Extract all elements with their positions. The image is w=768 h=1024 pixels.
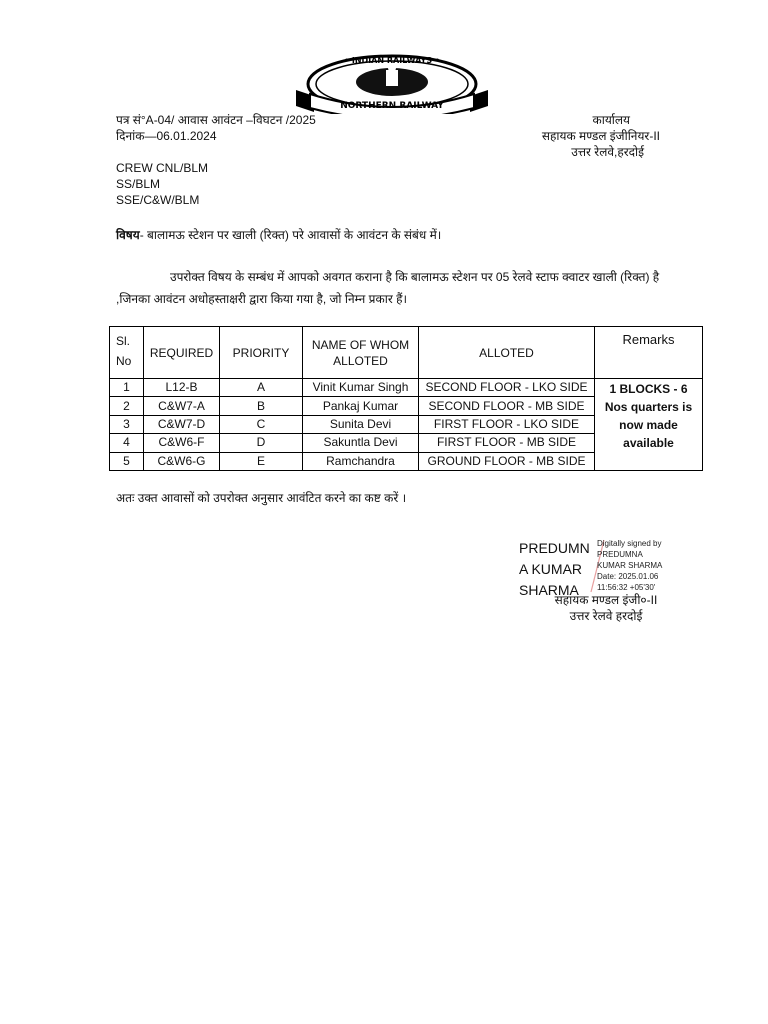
cell-sl: 2 xyxy=(110,397,144,415)
cell-priority: D xyxy=(220,434,303,452)
table-row xyxy=(110,452,703,470)
office-address xyxy=(520,112,660,160)
subject-label: विषय xyxy=(116,228,140,242)
header-alloted: ALLOTED xyxy=(419,327,595,379)
cell-alloted: FIRST FLOOR - LKO SIDE xyxy=(419,415,595,433)
cell-required: L12-B xyxy=(144,379,220,397)
cell-sl: 4 xyxy=(110,434,144,452)
cell-required: C&W7-D xyxy=(144,415,220,433)
cell-remarks-empty xyxy=(595,452,703,470)
cell-required: C&W6-F xyxy=(144,434,220,452)
cell-alloted: GROUND FLOOR - MB SIDE xyxy=(419,452,595,470)
digital-signature-details: Digitally signed by PREDUMNA KUMAR SHARMA Date: 2025.01.06 11:56:32 +05'30' xyxy=(597,539,663,592)
cell-alloted: FIRST FLOOR - MB SIDE xyxy=(419,434,595,452)
recipient: SSE/C&W/BLM xyxy=(116,193,200,207)
recipients-list xyxy=(116,160,208,208)
allotment-table xyxy=(109,326,703,471)
header-sl-no: Sl. No xyxy=(110,327,144,379)
header-remarks: Remarks xyxy=(595,327,703,379)
table-row xyxy=(110,379,703,397)
cell-name: Sakuntla Devi xyxy=(303,434,419,452)
signatory-designation: सहायक मण्डल इंजी०-II उत्तर रेलवे हरदोई xyxy=(554,593,658,623)
cell-required: C&W7-A xyxy=(144,397,220,415)
body-text: उपरोक्त विषय के सम्बंध में आपको अवगत कराना है कि बालामऊ स्टेशन पर 05 रेलवे स्टाफ क्वाटर खाली (रिक्त) है ,जिनका आवंटन अधोहस्ताक्षरी द्वारा किया गया है, जो निम्न प्रकार हैं। xyxy=(116,270,660,306)
table-header-row xyxy=(110,327,703,379)
letter-reference xyxy=(116,112,316,144)
office-line-1: कार्यालय xyxy=(592,113,630,127)
subject-text: - बालामऊ स्टेशन पर खाली (रिक्त) परे आवासों के आवंटन के संबंध में। xyxy=(139,228,442,242)
logo-banner-text: NORTHERN RAILWAY xyxy=(340,101,444,111)
logo-ring-text: • INDIAN RAILWAYS • xyxy=(343,56,441,65)
subject-line xyxy=(116,227,441,243)
cell-sl: 1 xyxy=(110,379,144,397)
closing-line: अतः उक्त आवासों को उपरोक्त अनुसार आवंटित करने का कष्ट करें । xyxy=(116,491,407,505)
cell-alloted: SECOND FLOOR - MB SIDE xyxy=(419,397,595,415)
body-paragraph xyxy=(116,266,676,310)
cell-sl: 5 xyxy=(110,452,144,470)
recipient: CREW CNL/BLM xyxy=(116,161,209,175)
cell-required: C&W6-G xyxy=(144,452,220,470)
reference-number: पत्र सं°A-04/ आवास आवंटन –विघटन /2025 xyxy=(116,113,316,127)
recipient: SS/BLM xyxy=(116,177,161,191)
cell-name: Sunita Devi xyxy=(303,415,419,433)
signatory-name: PREDUMN A KUMAR SHARMA xyxy=(519,540,590,598)
cell-alloted: SECOND FLOOR - LKO SIDE xyxy=(419,379,595,397)
office-line-3: उत्तर रेलवे,हरदोई xyxy=(571,145,644,159)
cell-name: Pankaj Kumar xyxy=(303,397,419,415)
header-name: NAME OF WHOM ALLOTED xyxy=(303,327,419,379)
office-line-2: सहायक मण्डल इंजीनियर-II xyxy=(541,129,660,143)
header-required: REQUIRED xyxy=(144,327,220,379)
cell-sl: 3 xyxy=(110,415,144,433)
header-priority: PRIORITY xyxy=(220,327,303,379)
northern-railway-logo xyxy=(292,50,492,114)
cell-name: Vinit Kumar Singh xyxy=(303,379,419,397)
railway-emblem-icon xyxy=(292,50,492,114)
cell-priority: A xyxy=(220,379,303,397)
cell-name: Ramchandra xyxy=(303,452,419,470)
cell-priority: C xyxy=(220,415,303,433)
letter-date: दिनांक—06.01.2024 xyxy=(116,129,217,143)
cell-priority: E xyxy=(220,452,303,470)
cell-priority: B xyxy=(220,397,303,415)
cell-remarks: 1 BLOCKS - 6 Nos quarters is now made available xyxy=(595,379,703,453)
